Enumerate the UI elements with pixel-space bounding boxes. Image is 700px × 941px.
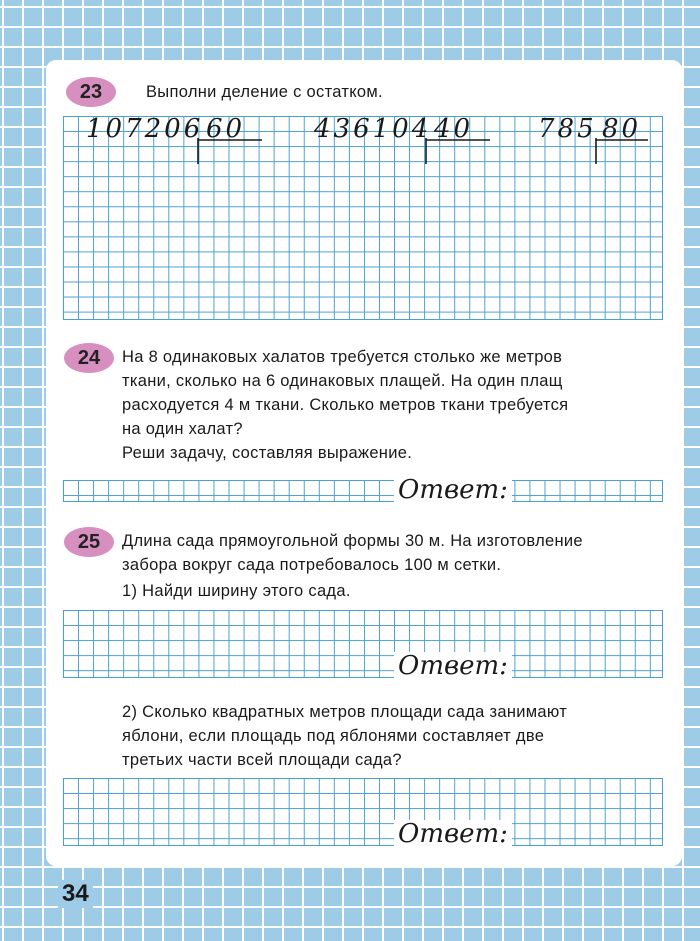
page-number: 34 — [58, 880, 93, 908]
question-1: 1) Найди ширину этого сада. — [122, 582, 351, 600]
divisor: 80 — [602, 114, 642, 144]
dividend: 785 — [538, 114, 597, 144]
answer-grid[interactable] — [63, 778, 663, 846]
task-text: расходуется 4 м ткани. Сколько метров ткани требуется — [122, 396, 569, 414]
grid-task-23[interactable] — [63, 116, 663, 320]
task-number-badge: 24 — [64, 343, 114, 373]
task-number-badge: 25 — [64, 527, 114, 557]
divisor: 60 — [206, 114, 246, 144]
task-text: Длина сада прямоугольной формы 30 м. На изготовление — [122, 532, 583, 550]
question-2: яблони, если площадь под яблонями составляет две — [122, 727, 545, 745]
task-text: на один халат? — [122, 420, 243, 438]
dividend: 107206 — [86, 114, 204, 144]
answer-label: Ответ: — [394, 476, 512, 504]
task-text: На 8 одинаковых халатов требуется столько же метров — [122, 348, 563, 366]
question-2: 2) Сколько квадратных метров площади сада занимают — [122, 703, 568, 721]
task-text: Выполни деление с остатком. — [146, 83, 383, 101]
task-instruction: Реши задачу, составляя выражение. — [122, 444, 413, 462]
answer-grid[interactable] — [63, 480, 663, 502]
task-text: забора вокруг сада потребовалось 100 м сетки. — [122, 556, 502, 574]
dividend: 436104 — [314, 114, 432, 144]
division-corner — [196, 138, 264, 164]
answer-label: Ответ: — [394, 820, 512, 848]
division-corner — [424, 138, 492, 164]
worksheet-page — [46, 60, 682, 866]
division-corner — [594, 138, 650, 164]
divisor: 40 — [434, 114, 474, 144]
question-2: третьих части всей площади сада? — [122, 751, 402, 769]
answer-label: Ответ: — [394, 652, 512, 680]
task-text: ткани, сколько на 6 одинаковых плащей. На один плащ — [122, 372, 563, 390]
answer-grid[interactable] — [63, 610, 663, 678]
task-number-badge: 23 — [66, 77, 116, 107]
